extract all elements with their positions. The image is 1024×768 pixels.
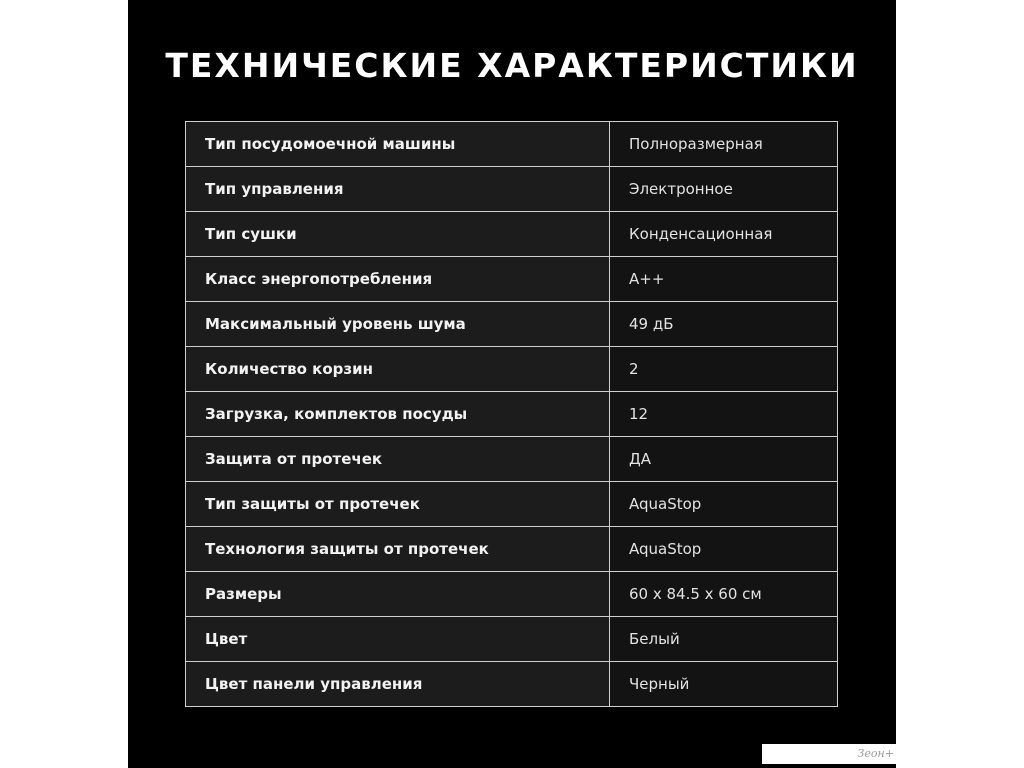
table-row (186, 212, 838, 257)
spec-label: Тип сушки (186, 212, 610, 257)
spec-value: 12 (610, 392, 838, 437)
table-row (186, 257, 838, 302)
spec-value: Белый (610, 617, 838, 662)
spec-label: Технология защиты от протечек (186, 527, 610, 572)
spec-label: Класс энергопотребления (186, 257, 610, 302)
spec-value: Черный (610, 662, 838, 707)
spec-value: AquaStop (610, 482, 838, 527)
spec-label: Защита от протечек (186, 437, 610, 482)
spec-label: Тип посудомоечной машины (186, 122, 610, 167)
table-row (186, 527, 838, 572)
spec-value: 60 x 84.5 x 60 см (610, 572, 838, 617)
table-row (186, 617, 838, 662)
spec-label: Размеры (186, 572, 610, 617)
spec-value: Полноразмерная (610, 122, 838, 167)
spec-value: Конденсационная (610, 212, 838, 257)
table-row (186, 347, 838, 392)
spec-value: 2 (610, 347, 838, 392)
spec-value: ДА (610, 437, 838, 482)
spec-value: A++ (610, 257, 838, 302)
spec-label: Максимальный уровень шума (186, 302, 610, 347)
table-row (186, 122, 838, 167)
spec-label: Количество корзин (186, 347, 610, 392)
table-row (186, 302, 838, 347)
spec-value: AquaStop (610, 527, 838, 572)
spec-sheet (128, 0, 896, 768)
spec-label: Тип управления (186, 167, 610, 212)
table-row (186, 662, 838, 707)
page-title: ТЕХНИЧЕСКИЕ ХАРАКТЕРИСТИКИ (165, 46, 859, 85)
watermark: Зеон+ (762, 744, 896, 764)
spec-value: 49 дБ (610, 302, 838, 347)
table-row (186, 482, 838, 527)
specs-table (185, 121, 838, 707)
table-row (186, 437, 838, 482)
table-row (186, 392, 838, 437)
table-row (186, 572, 838, 617)
spec-label: Цвет (186, 617, 610, 662)
spec-label: Цвет панели управления (186, 662, 610, 707)
spec-label: Загрузка, комплектов посуды (186, 392, 610, 437)
table-row (186, 167, 838, 212)
spec-value: Электронное (610, 167, 838, 212)
spec-label: Тип защиты от протечек (186, 482, 610, 527)
